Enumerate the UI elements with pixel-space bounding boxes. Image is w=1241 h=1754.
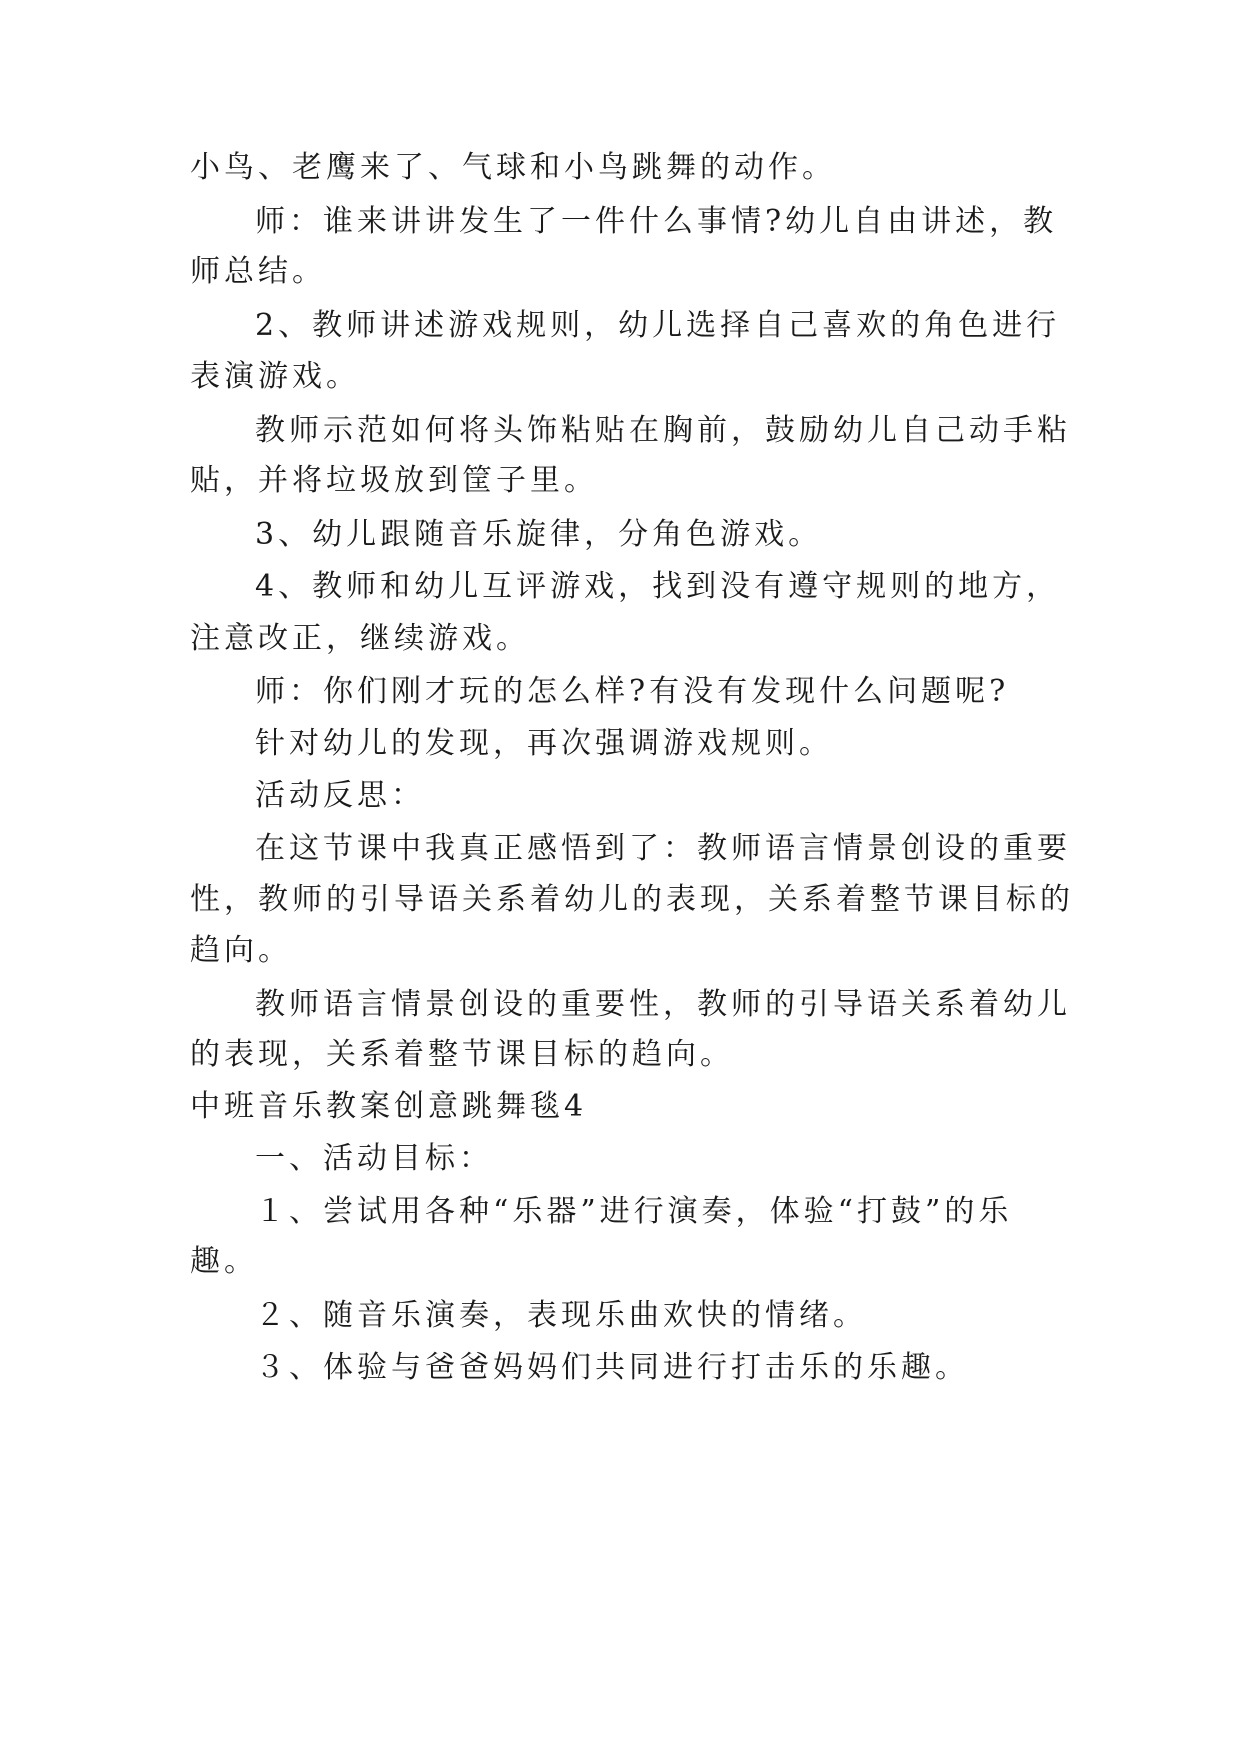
- text-line: 针对幼儿的发现，再次强调游戏规则。: [255, 726, 833, 761]
- section-heading: 一、活动目标：: [255, 1141, 493, 1176]
- document-title: 中班音乐教案创意跳舞毯4: [190, 1089, 588, 1124]
- text-line: 4、教师和幼儿互评游戏，找到没有遵守规则的地方，: [255, 569, 1061, 604]
- text-line: 师总结。: [190, 254, 326, 289]
- text-line: 教师语言情景创设的重要性，教师的引导语关系着幼儿: [255, 987, 1071, 1022]
- text-line: 趋向。: [190, 933, 292, 968]
- text-line: 注意改正，继续游戏。: [190, 621, 530, 656]
- text-line: 3、幼儿跟随音乐旋律，分角色游戏。: [255, 517, 823, 552]
- text-line: 教师示范如何将头饰粘贴在胸前，鼓励幼儿自己动手粘: [255, 413, 1071, 448]
- text-line: 2、教师讲述游戏规则，幼儿选择自己喜欢的角色进行: [255, 308, 1061, 343]
- text-line: 表演游戏。: [190, 359, 360, 394]
- section-heading: 活动反思：: [255, 778, 425, 813]
- text-line: 的表现，关系着整节课目标的趋向。: [190, 1037, 734, 1072]
- text-line: １、尝试用各种“乐器”进行演奏，体验“打鼓”的乐: [255, 1194, 1013, 1229]
- text-line: 在这节课中我真正感悟到了：教师语言情景创设的重要: [255, 831, 1071, 866]
- text-line: 性，教师的引导语关系着幼儿的表现，关系着整节课目标的: [190, 882, 1074, 917]
- text-line: ２、随音乐演奏，表现乐曲欢快的情绪。: [255, 1298, 867, 1333]
- text-line: ３、体验与爸爸妈妈们共同进行打击乐的乐趣。: [255, 1350, 969, 1385]
- text-line: 师：谁来讲讲发生了一件什么事情?幼儿自由讲述，教: [255, 204, 1058, 239]
- text-line: 师：你们刚才玩的怎么样?有没有发现什么问题呢?: [255, 674, 1010, 709]
- text-line: 小鸟、老鹰来了、气球和小鸟跳舞的动作。: [190, 150, 836, 185]
- text-line: 趣。: [190, 1244, 258, 1279]
- text-line: 贴，并将垃圾放到筐子里。: [190, 463, 598, 498]
